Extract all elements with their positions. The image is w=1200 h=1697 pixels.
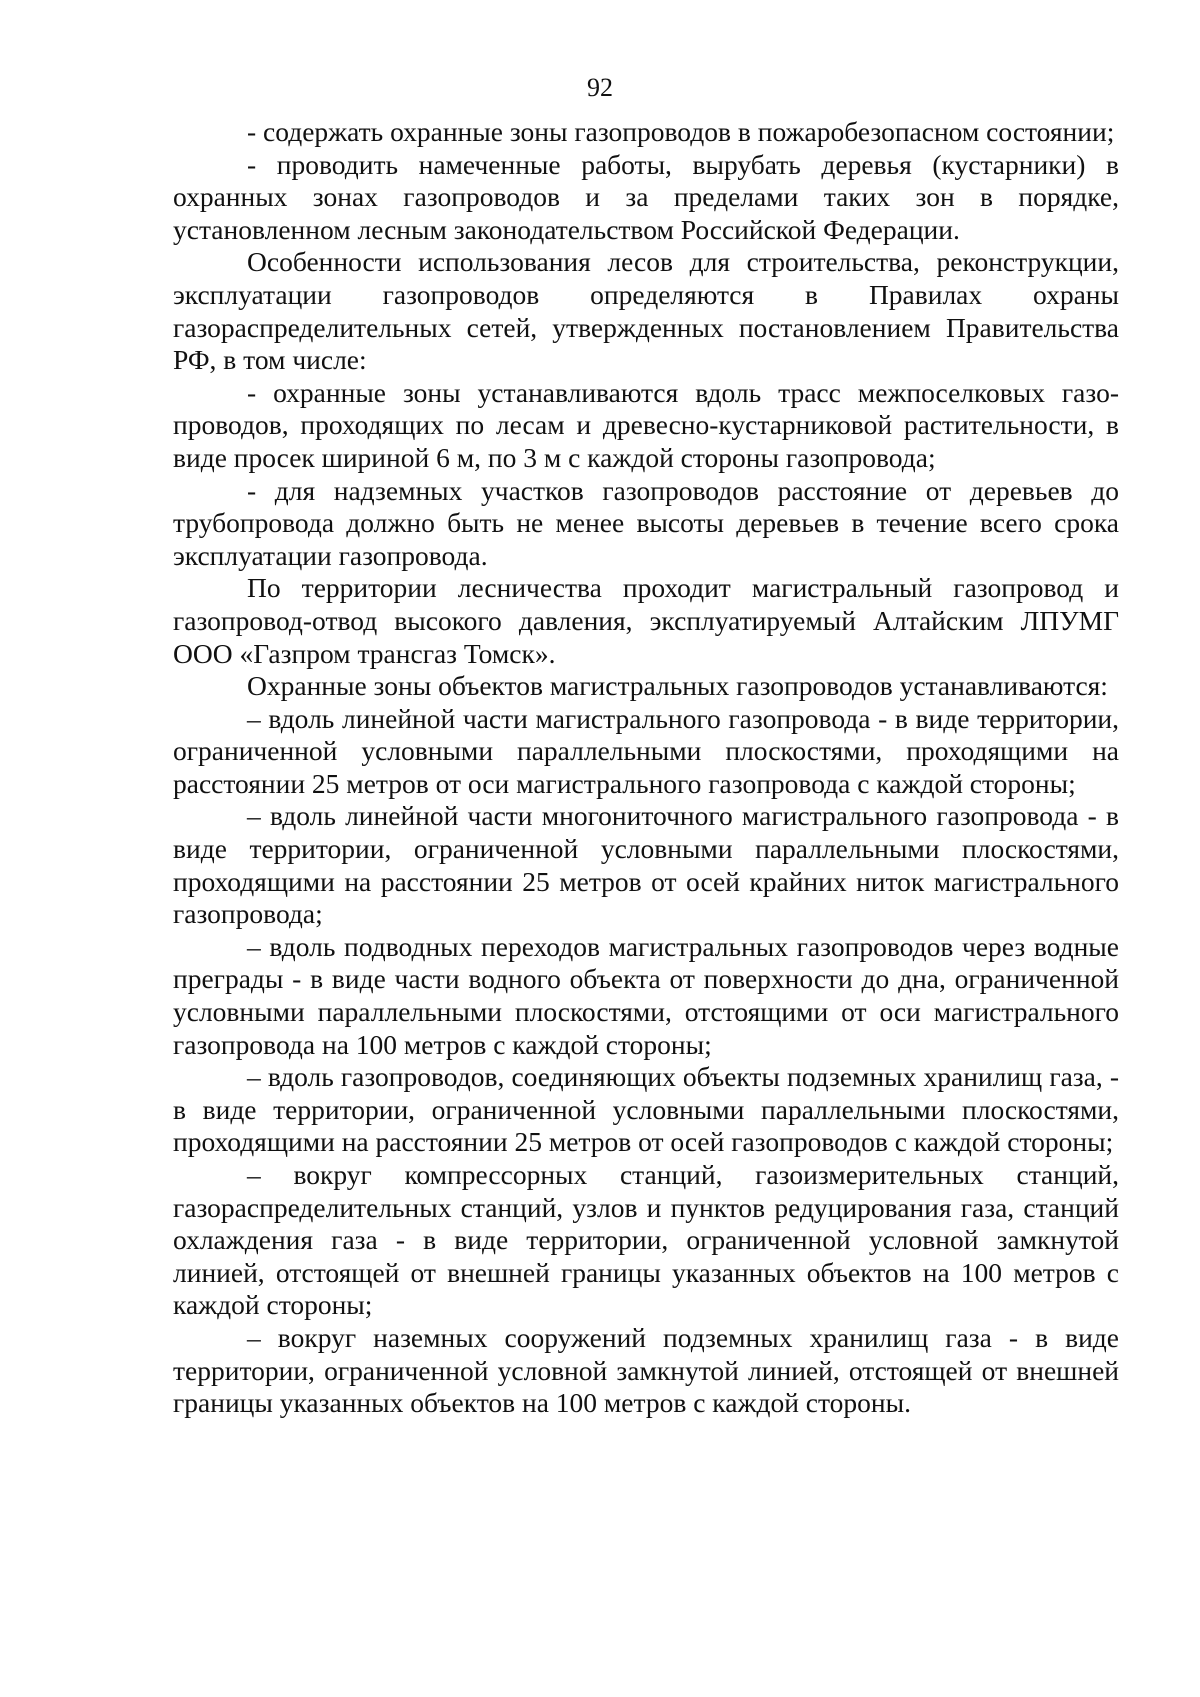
list-item-storage-facilities: – вокруг наземных сооружений подземных хранилищ газа - в виде территории, ограниченной условной замкнутой линией, отстоящей от внешней границы указанных объектов на 100 метров с каждой стороны.	[173, 1321, 1119, 1419]
list-item-storage-pipelines: – вдоль газопроводов, соединяющих объекты подземных хранилищ газа, - в виде территории, ограниченной условными параллельными плоскостями, проходящими на расстоянии 25 метров от осей газопроводов с каждой стороны;	[173, 1061, 1119, 1158]
list-item-linear-part: – вдоль линейной части магистрального газопровода - в виде территории, ограниченной условными параллельными плоскостями, проходящими на расстоянии 25 метров от оси магистрального газопровода с каждой стороны;	[173, 702, 1119, 799]
paragraph-protection-zones-clearings: - охранные зоны устанавливаются вдоль трасс межпоселковых газо-проводов, проходящих по лесам и древесно-кустарниковой растительности, в виде просек шириной 6 м, по 3 м с каждой стороны газопровода;	[173, 376, 1119, 473]
list-item-multi-line-part: – вдоль линейной части многониточного магистрального газопровода - в виде территории, ограниченной условными параллельными плоскостями, проходящими на расстоянии 25 метров от осей крайних ниток магистрального газопровода;	[173, 800, 1119, 930]
paragraph-zones-established: Охранные зоны объектов магистральных газопроводов устанавливаются:	[247, 670, 1108, 702]
paragraph-planned-works: - проводить намеченные работы, вырубать деревья (кустарники) в охранных зонах газопроводов и за пределами таких зон в порядке, установленном лесным законодательством Российской Федерации.	[173, 148, 1119, 245]
list-item-underwater-crossings: – вдоль подводных переходов магистральных газопроводов через водные преграды - в виде части водного объекта от поверхности до дна, ограниченной условными параллельными плоскостями, отстоящими от оси магистрального газопровода на 100 метров с каждой стороны;	[173, 930, 1119, 1060]
paragraph-aboveground-sections: - для надземных участков газопроводов расстояние от деревьев до трубопровода должно быть не менее высоты деревьев в течение всего срока эксплуатации газопровода.	[173, 474, 1119, 571]
page-number: 92	[587, 73, 613, 102]
list-item-compressor-stations: – вокруг компрессорных станций, газоизмерительных станций, газораспределительных станций, узлов и пунктов редуцирования газа, станций охлаждения газа - в виде территории, ограниченной условной замкнутой линией, отстоящей от внешней границы указанных объектов на 100 метров с каждой стороны;	[173, 1159, 1119, 1321]
document-body	[173, 116, 1119, 1420]
paragraph-maintain-zones: - содержать охранные зоны газопроводов в пожаробезопасном состоянии;	[247, 116, 1115, 147]
paragraph-forest-use-features: Особенности использования лесов для строительства, реконструкции, эксплуатации газопроводов определяются в Правилах охраны газораспределительных сетей, утвержденных постановлением Правительства РФ, в том числе:	[173, 246, 1119, 376]
paragraph-forestry-territory: По территории лесничества проходит магистральный газопровод и газопровод-отвод высокого давления, эксплуатируемый Алтайским ЛПУМГ ООО «Газпром трансгаз Томск».	[173, 572, 1119, 669]
